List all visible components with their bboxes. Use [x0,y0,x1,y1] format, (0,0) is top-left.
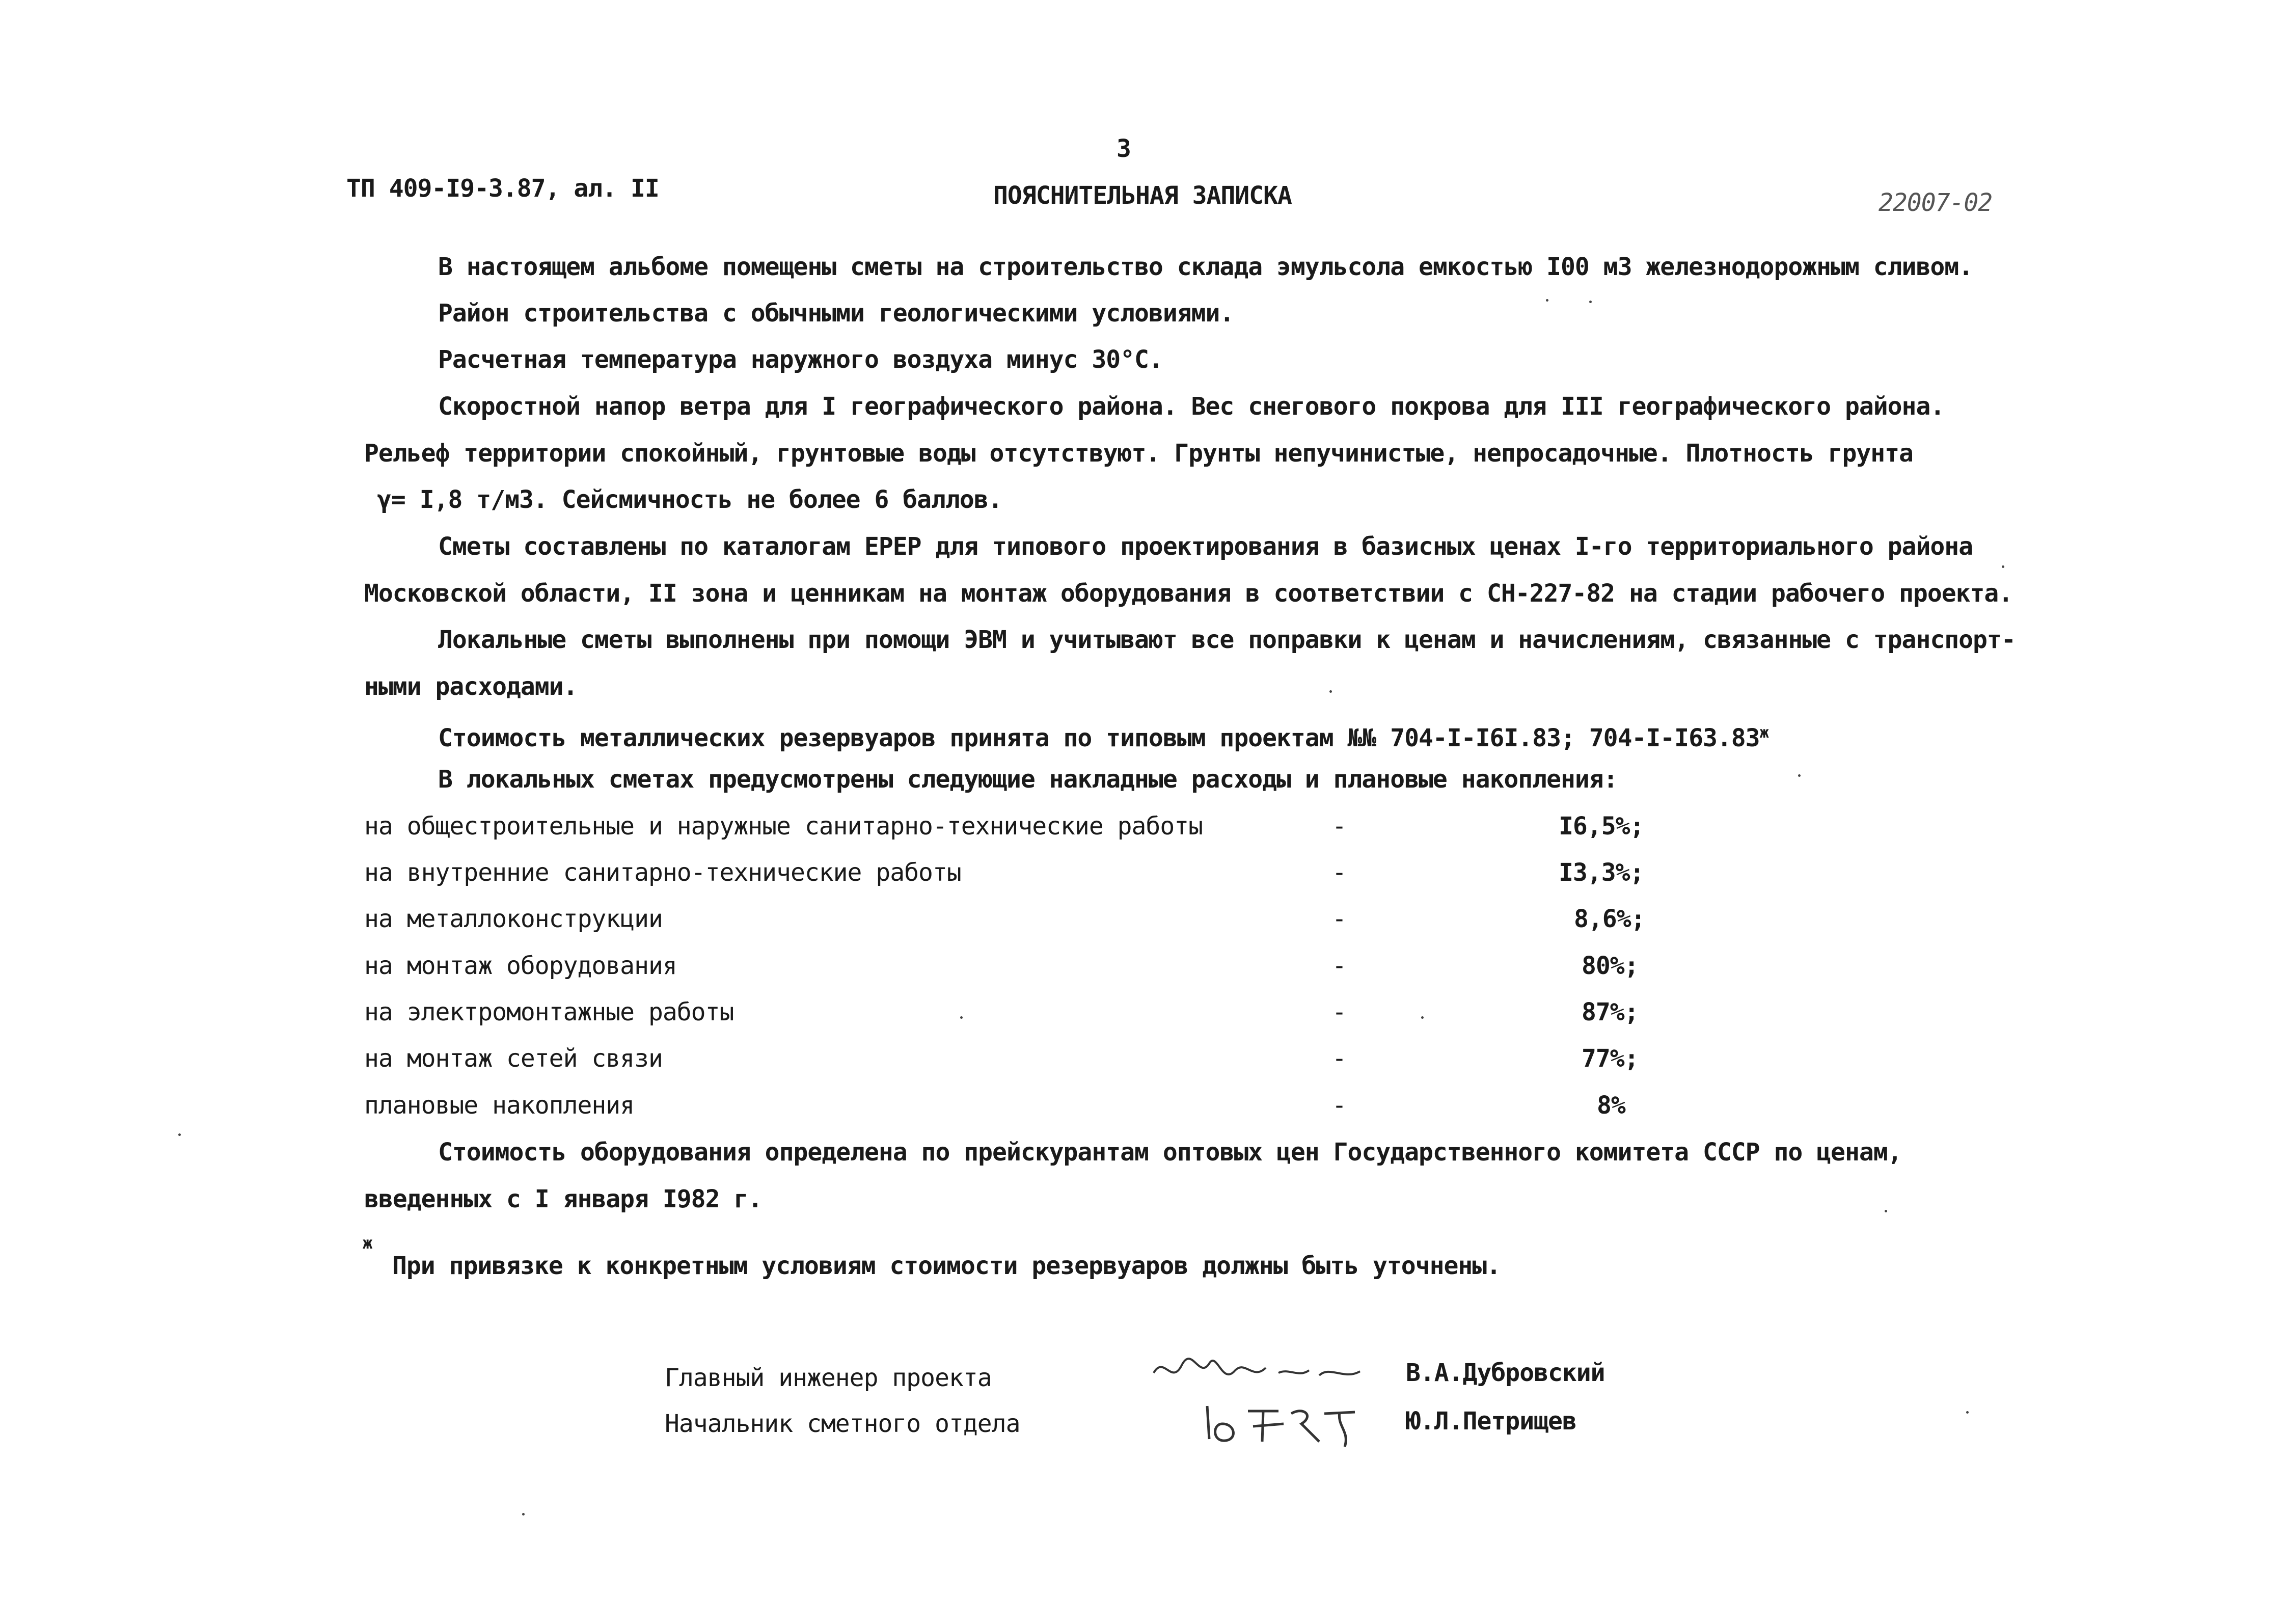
scan-speck [960,1016,963,1019]
rate-value: I6,5%; [1559,812,1644,841]
document-code: ТП 409-I9-3.87, ал. II [346,174,659,203]
rate-label: на электромонтажные работы [364,998,734,1026]
rate-label: на монтаж сетей связи [364,1044,663,1073]
scan-speck [1966,1411,1969,1414]
page-number: 3 [1117,134,1131,163]
name-estimate-head: Ю.Л.Петрищев [1406,1407,1576,1436]
paragraph-5-line-2: Московской области, II зона и ценникам на монтаж оборудования в соответствии с СН-227-82 на стадии рабочего проекта. [364,579,2013,608]
footnote-reference: ж [1759,724,1768,742]
footnote-text: При привязке к конкретным условиям стоимости резервуаров должны быть уточнены. [392,1252,1501,1280]
rate-label: плановые накопления [364,1091,635,1120]
paragraph-4-line-1: Скоростной напор ветра для I географического района. Вес снегового покрова для III географического района. [438,392,1945,421]
rate-value: 80%; [1582,952,1639,980]
role-chief-engineer: Главный инженер проекта [665,1364,992,1392]
signature-mark-2 [1202,1396,1370,1452]
paragraph-8: В локальных сметах предусмотрены следующие накладные расходы и плановые накопления: [438,765,1618,794]
name-chief-engineer: В.А.Дубровский [1406,1359,1605,1387]
registration-number: 22007-02 [1879,188,1993,217]
scan-speck [1589,301,1592,303]
rate-dash: - [1332,812,1346,841]
scan-speck [1798,774,1801,777]
paragraph-1: В настоящем альбоме помещены сметы на строительство склада эмульсола емкостью I00 м3 железнодорожным сливом. [438,253,1973,281]
rate-value: 8,6%; [1574,905,1645,933]
rate-dash: - [1332,952,1346,980]
rate-dash: - [1332,905,1346,933]
rate-dash: - [1332,1091,1346,1120]
scan-speck [2002,565,2004,568]
rate-value: 87%; [1582,998,1639,1026]
scan-speck [1546,299,1548,302]
scan-speck [522,1513,525,1515]
rate-label: на монтаж оборудования [364,952,677,980]
rate-label: на внутренние санитарно-технические работы [364,858,961,887]
role-estimate-head: Начальник сметного отдела [665,1410,1020,1438]
scan-speck [1421,1016,1424,1019]
scan-speck [1329,690,1332,693]
paragraph-2: Район строительства с обычными геологическими условиями. [438,299,1234,328]
scan-speck [1885,1210,1887,1212]
paragraph-6-line-1: Локальные сметы выполнены при помощи ЭВМ и учитывают все поправки к ценам и начислениям, связанные с транспорт- [438,626,2016,654]
paragraph-9-line-2: введенных с I января I982 г. [364,1185,763,1213]
paragraph-7 [438,718,1768,753]
rate-label: на общестроительные и наружные санитарно-технические работы [364,812,1203,841]
scan-speck [178,1133,181,1136]
rate-label: на металлоконструкции [364,905,663,933]
paragraph-4-line-2: Рельеф территории спокойный, грунтовые воды отсутствуют. Грунты непучинистые, непросадочные. Плотность грунта [364,439,1913,468]
rate-dash: - [1332,1044,1346,1073]
rate-value: 8% [1597,1091,1625,1120]
rate-dash: - [1332,998,1346,1026]
footnote-mark: ж [363,1233,372,1253]
rate-dash: - [1332,858,1346,887]
signature-mark-1 [1151,1350,1365,1396]
paragraph-7-text: Стоимость металлических резервуаров принята по типовым проектам №№ 704-I-I6I.83; 704-I-I63.83 [438,724,1760,752]
paragraph-6-line-2: ными расходами. [364,672,578,701]
paragraph-3: Расчетная температура наружного воздуха минус 30°С. [438,345,1163,374]
paragraph-5-line-1: Сметы составлены по каталогам ЕРЕР для типового проектирования в базисных ценах I-го территориального района [438,532,1973,561]
rate-value: I3,3%; [1559,858,1644,887]
rate-value: 77%; [1582,1044,1639,1073]
paragraph-4-line-3: γ= I,8 т/м3. Сейсмичность не более 6 баллов. [377,485,1002,514]
paragraph-9-line-1: Стоимость оборудования определена по прейскурантам оптовых цен Государственного комитета СССР по ценам, [438,1138,1902,1167]
document-title: ПОЯСНИТЕЛЬНАЯ ЗАПИСКА [993,181,1292,210]
